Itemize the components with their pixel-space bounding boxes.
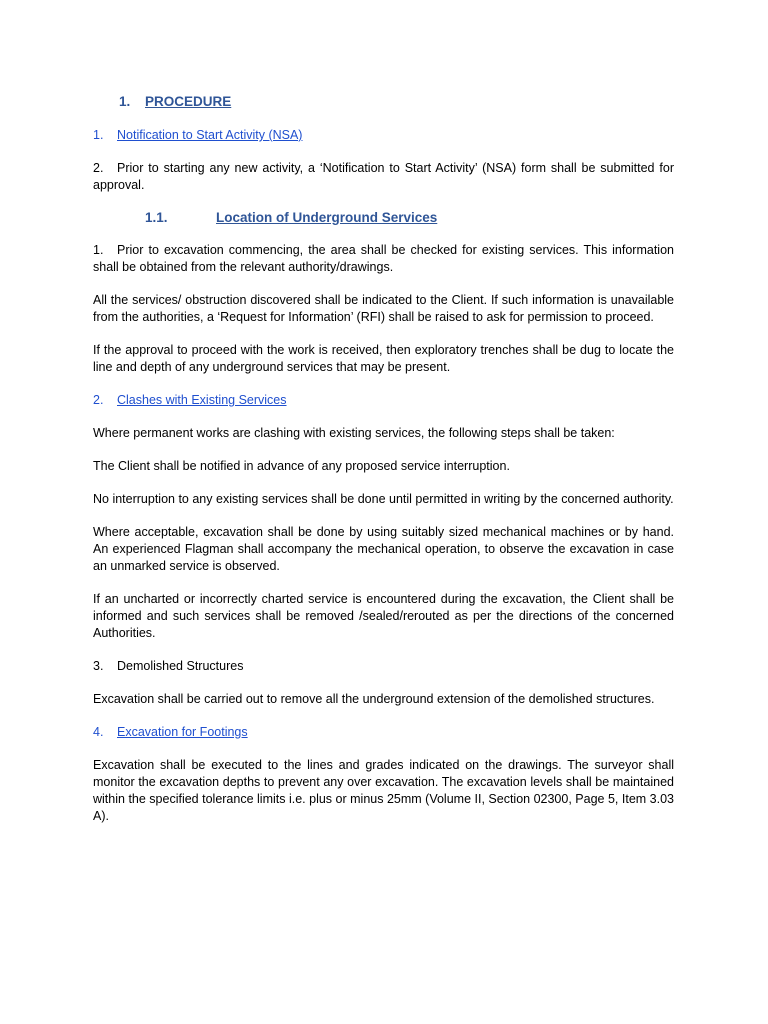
nsa-link[interactable] — [93, 127, 674, 144]
footings-link[interactable] — [93, 724, 674, 741]
nsa-link-text: Notification to Start Activity (NSA) — [117, 128, 303, 142]
location-para-text: Prior to excavation commencing, the area shall be checked for existing services. This information shall be obtained from the relevant authority/drawings. — [93, 243, 674, 274]
demolished-paragraph: Excavation shall be carried out to remove all the underground extension of the demolished structures. — [93, 692, 655, 706]
subheading-title: Location of Underground Services — [216, 210, 438, 225]
clashes-paragraph: Where permanent works are clashing with existing services, the following steps shall be taken: — [93, 426, 615, 440]
heading-title: PROCEDURE — [145, 94, 232, 109]
clashes-link-number: 2. — [93, 393, 104, 407]
nsa-paragraph — [93, 160, 674, 194]
footings-link-number: 4. — [93, 725, 104, 739]
location-para-number: 1. — [93, 243, 104, 257]
clashes-paragraph: No interruption to any existing services shall be done until permitted in writing by the concerned authority. — [93, 492, 674, 506]
clashes-paragraph: Where acceptable, excavation shall be done by using suitably sized mechanical machines or by hand. An experienced Flagman shall accompany the mechanical operation, to observe the excavation in case an unmarked service is observed. — [93, 525, 674, 573]
subheading-number: 1.1. — [145, 210, 168, 225]
demolished-text: Demolished Structures — [117, 659, 244, 673]
nsa-link-number: 1. — [93, 128, 104, 142]
clashes-paragraph: If an uncharted or incorrectly charted service is encountered during the excavation, the Client shall be informed and such services shall be removed /sealed/rerouted as per the directions of the concerned Authorities. — [93, 592, 674, 640]
demolished-number: 3. — [93, 659, 104, 673]
clashes-link-text: Clashes with Existing Services — [117, 393, 287, 407]
footings-paragraph: Excavation shall be executed to the lines and grades indicated on the drawings. The surveyor shall monitor the excavation depths to prevent any over excavation. The excavation levels shall be maintained within the specified tolerance limits i.e. plus or minus 25mm (Volume II, Section 02300, Page 5, Item 3.03 A). — [93, 758, 674, 823]
location-paragraph: All the services/ obstruction discovered shall be indicated to the Client. If such information is unavailable from the authorities, a ‘Request for Information’ (RFI) shall be raised to ask for permission to proceed. — [93, 293, 674, 324]
clashes-link[interactable] — [93, 392, 674, 409]
location-paragraph — [93, 242, 674, 276]
nsa-para-text: Prior to starting any new activity, a ‘Notification to Start Activity’ (NSA) form shall be submitted for approval. — [93, 161, 674, 192]
footings-link-text: Excavation for Footings — [117, 725, 248, 739]
heading-number: 1. — [119, 94, 131, 109]
location-subheading — [145, 210, 674, 225]
demolished-structures-item — [93, 658, 674, 675]
procedure-heading — [119, 94, 674, 109]
location-paragraph: If the approval to proceed with the work is received, then exploratory trenches shall be dug to locate the line and depth of any underground services that may be present. — [93, 343, 674, 374]
clashes-paragraph: The Client shall be notified in advance of any proposed service interruption. — [93, 459, 510, 473]
nsa-para-number: 2. — [93, 161, 104, 175]
